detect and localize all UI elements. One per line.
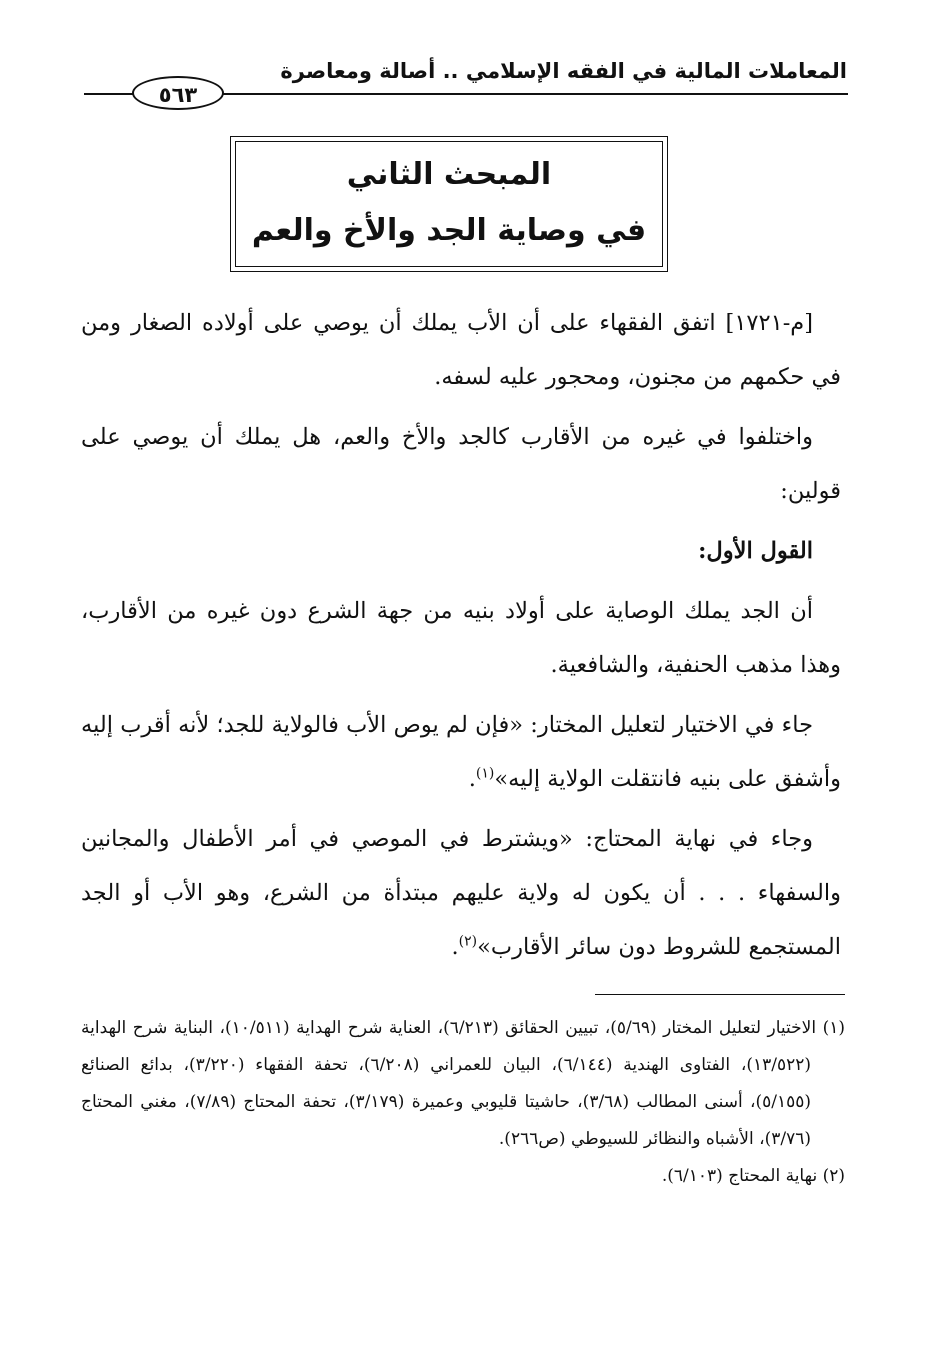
subheading-first-opinion: القول الأول: bbox=[698, 538, 813, 564]
paragraph-consensus: [م-١٧٢١] اتفق الفقهاء على أن الأب يملك أن يوصي على أولاده الصغار ومن في حكمهم من مجنون، ومحجور عليه لسفه. bbox=[81, 310, 841, 390]
footnote-ref-2: (٢) bbox=[458, 933, 478, 950]
ikhtiyar-quote-text: جاء في الاختيار لتعليل المختار: «فإن لم يوص الأب فالولاية للجد؛ لأنه أقرب إليه وأشفق على بنيه فانتقلت الولاية إليه» bbox=[81, 712, 841, 792]
paragraph-ikhtiyar-quote bbox=[81, 698, 841, 806]
body-text bbox=[81, 296, 841, 980]
paragraph-nihaya-quote bbox=[81, 812, 841, 974]
nihaya-quote-end: . bbox=[451, 934, 459, 960]
ikhtiyar-quote-end: . bbox=[468, 766, 476, 792]
section-title-line-2: في وصاية الجد والأخ والعم bbox=[251, 213, 647, 248]
footnote-ref-1: (١) bbox=[475, 765, 495, 782]
footnotes bbox=[81, 1010, 845, 1195]
paragraph-disagreement: واختلفوا في غيره من الأقارب كالجد والأخ والعم، هل يملك أن يوصي على قولين: bbox=[81, 424, 841, 504]
paragraph-first-opinion: أن الجد يملك الوصاية على أولاد بنيه من جهة الشرع دون غيره من الأقارب، وهذا مذهب الحنفية، والشافعية. bbox=[81, 598, 841, 678]
nihaya-quote-text: وجاء في نهاية المحتاج: «ويشترط في الموصي في أمر الأطفال والمجانين والسفهاء . . . أن يكون له ولاية عليهم مبتدأة من الشرع، وهو الأب أو الجد المستجمع للشروط دون سائر الأقارب» bbox=[81, 826, 841, 960]
section-title-line-1: المبحث الثاني bbox=[346, 157, 552, 192]
footnote-separator bbox=[595, 994, 845, 995]
section-title-frame bbox=[230, 136, 668, 272]
running-title: المعاملات المالية في الفقه الإسلامي .. أصالة ومعاصرة bbox=[280, 59, 847, 83]
footnote-2: (٢) نهاية المحتاج (٦/١٠٣). bbox=[661, 1166, 845, 1186]
page-number-badge: ٥٦٣ bbox=[132, 76, 224, 110]
footnote-1: (١) الاختيار لتعليل المختار (٥/٦٩)، تبيين الحقائق (٦/٢١٣)، العناية شرح الهداية (١٠/٥١١)، البناية شرح الهداية (١٣/٥٢٢)، الفتاوى الهندية (٦/١٤٤)، البيان للعمراني (٦/٢٠٨)، تحفة الفقهاء (٣/٢٢٠)، بدائع الصنائع (٥/١٥٥)، أسنى المطالب (٣/٦٨)، حاشيتا قليوبي وعميرة (٣/١٧٩)، تحفة المحتاج (٧/٨٩)، مغني المحتاج (٣/٧٦)، الأشباه والنظائر للسيوطي (ص٢٦٦). bbox=[81, 1018, 845, 1149]
